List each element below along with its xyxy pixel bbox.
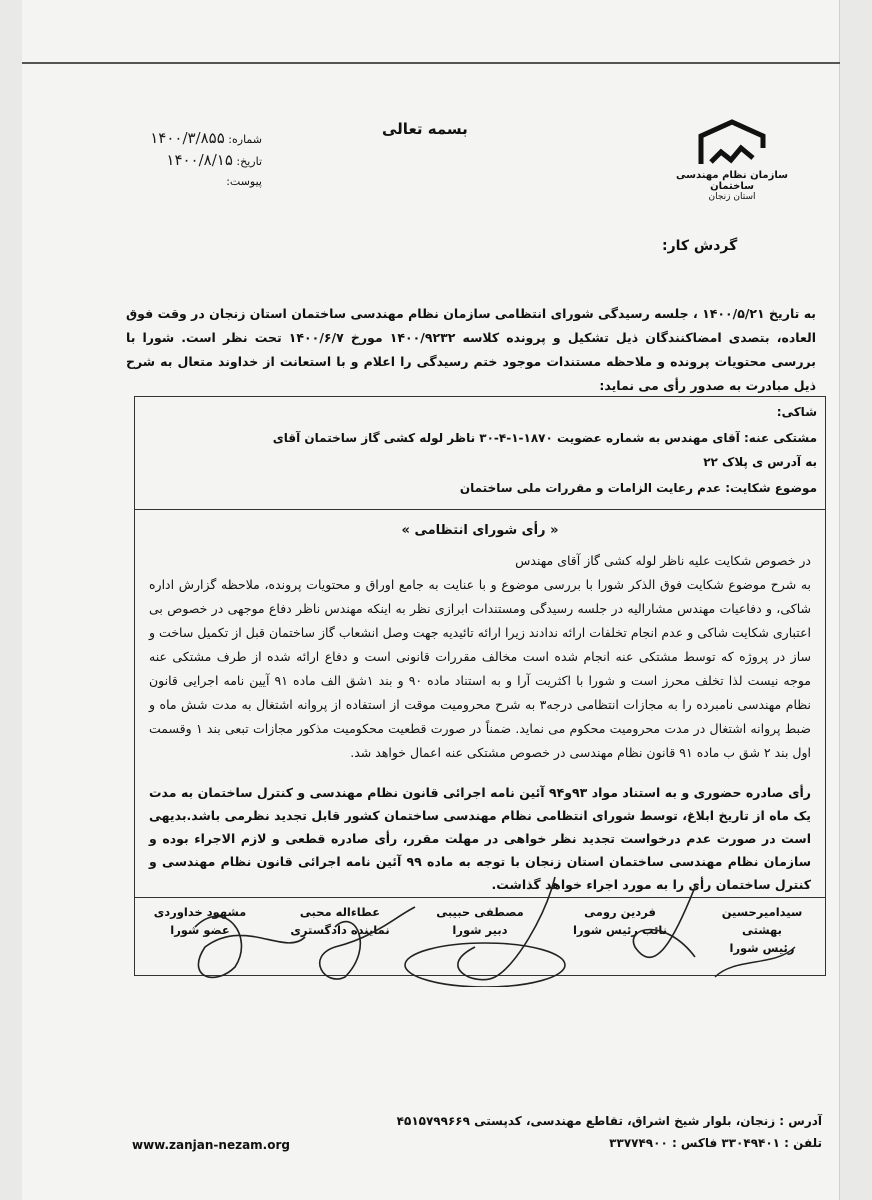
divider	[135, 897, 825, 898]
verdict-final-text: رأی صادره حضوری و به استناد مواد ۹۳و۹۴ آئین نامه اجرائی قانون نظام مهندسی و کنترل ساختمان به مدت یک ماه از تاریخ ابلاغ، توسط شورای انتظامی نظام مهندسی ساختمان کشور قابل تجدید نظرمی باشد.بدیهی است در صورت عدم درخواست تجدید نظر خواهی در مهلت مقرر، رأی صادره قطعی و لازم الاجراء بوده و سازمان نظام مهندسی ساختمان استان زنجان با توجه به ماده ۹۹ آئین نامه اجرائی قانون نظام مهندسی و کنترل ساختمان رأی را به مورد اجراء خواهد گذاشت.	[149, 785, 812, 892]
signer-name: مشهود خداوردی	[153, 905, 247, 919]
number-value: ۱۴۰۰/۳/۸۵۵	[150, 129, 225, 147]
subject-row: موضوع شکایت: عدم رعایت الزامات و مقررات ملی ساختمان	[459, 481, 817, 495]
signer-name: فردین رومی	[584, 905, 656, 919]
signature	[565, 903, 675, 939]
org-name: سازمان نظام مهندسی ساختمان	[676, 170, 788, 192]
signature-block	[135, 903, 825, 967]
plaintiff-row: شاکی:	[776, 405, 817, 419]
signer-role: عضو شورا	[170, 923, 230, 937]
defendant-row: مشتکی عنه: آقای مهندس به شماره عضویت ۱۸۷۰-۱-۴-۳۰ ناظر لوله کشی گاز ساختمان آقای	[272, 431, 817, 445]
date-value: ۱۴۰۰/۸/۱۵	[166, 151, 233, 169]
doc-meta	[92, 128, 262, 192]
signer-role: رئیس شورا	[729, 941, 795, 955]
org-emblem-icon	[697, 118, 767, 168]
footer-phone: تلفن : ۳۳۰۴۹۴۰۱ فاکس : ۳۳۷۷۴۹۰۰	[609, 1136, 822, 1150]
attachment-label: پیوست:	[226, 175, 262, 188]
signer-name: عطاءاله محبی	[299, 905, 381, 919]
footer-website[interactable]: www.zanjan-nezam.org	[132, 1138, 290, 1152]
org-province: استان زنجان	[708, 192, 756, 202]
signature	[425, 903, 535, 939]
signer-role: نماینده دادگستری	[290, 923, 390, 937]
verdict-heading: در خصوص شکایت علیه ناظر لوله کشی گاز آقای مهندس	[515, 553, 811, 568]
signer-name: سیدامیرحسین بهشتی	[721, 905, 803, 937]
divider	[135, 509, 825, 510]
footer	[132, 1110, 822, 1154]
verdict-box	[134, 396, 826, 976]
document-page	[22, 0, 840, 1200]
doc-title: بسمه تعالی	[382, 120, 468, 138]
signature	[285, 903, 395, 939]
workflow-heading: گردش کار:	[662, 238, 738, 254]
footer-address: آدرس : زنجان، بلوار شیخ اشراق، تقاطع مهندسی، کدپستی ۴۵۱۵۷۹۹۶۶۹	[396, 1114, 822, 1128]
signer-role: نائب رئیس شورا	[572, 923, 668, 937]
signer-role: دبیر شورا	[452, 923, 508, 937]
address-row: به آدرس ی پلاک ۲۲	[703, 455, 817, 469]
verdict-title: « رأی شورای انتظامی »	[401, 523, 559, 538]
number-label: شماره:	[228, 133, 262, 146]
verdict-main-text: به شرح موضوع شکایت فوق الذکر شورا با بررسی موضوع و با عنایت به جامع اوراق و محتویات پرونده، ملاحظه گزارش اداره شاکی، و دفاعیات مهندس مشارالیه در جلسه رسیدگی ومستندات ابرازی نظر به اینکه مهندس ناظر دفاع موجهی در خصوص بی اعتباری شکایت شاکی و عدم انجام تخلفات ارائه ندادند زیرا ارائه تائیدیه جهت وصل انشعاب گاز ساختمان قبل از تکمیل ساخت و ساز در پروژه که توسط مشتکی عنه انجام شده است مخالف مقررات قانونی است و دفاع ارائه شده از طرف مشتکی عنه موجه نیست لذا تخلف محرز است و شورا با اکثریت آرا و به استناد ماده ۹۰ و بند ۱شق الف ماده ۹۱ آیین نامه اجرایی قانون نظام مهندسی نامبرده را به مجازات انتظامی درجه۳ به شرح محرومیت موقت از استفاده از پروانه اشتغال به مدت شش ماه و ضبط پروانه اشتغال در مدت محرومیت محکوم می نماید. ضمناً در صورت قطعیت محکومیت مذکور مجازات تبعی بند ۱ وقسمت اول بند ۲ شق ب ماده ۹۱ قانون نظام مهندسی در خصوص مشتکی عنه اعمال خواهد شد.	[149, 577, 812, 760]
date-label: تاریخ:	[236, 155, 262, 168]
org-logo	[672, 118, 792, 202]
intro-paragraph: به تاریخ ۱۴۰۰/۵/۲۱ ، جلسه رسیدگی شورای انتظامی سازمان نظام مهندسی ساختمان استان زنجان در وقت فوق العاده، بتصدی امضاکنندگان ذیل تشکیل و پرونده کلاسه ۱۴۰۰/۹۲۳۲ مورخ ۱۴۰۰/۶/۷ تحت نظر است. شورا با بررسی محتویات پرونده و ملاحظه مستندات موجود ختم رسیدگی را اعلام و با استعانت از خداوند متعال به شرح ذیل مبادرت به صدور رأی می نماید:	[126, 306, 816, 393]
verdict-body	[149, 549, 811, 765]
signer-name: مصطفی حبیبی	[436, 905, 524, 919]
signature	[707, 903, 817, 957]
signature	[145, 903, 255, 939]
top-rule	[22, 62, 840, 64]
